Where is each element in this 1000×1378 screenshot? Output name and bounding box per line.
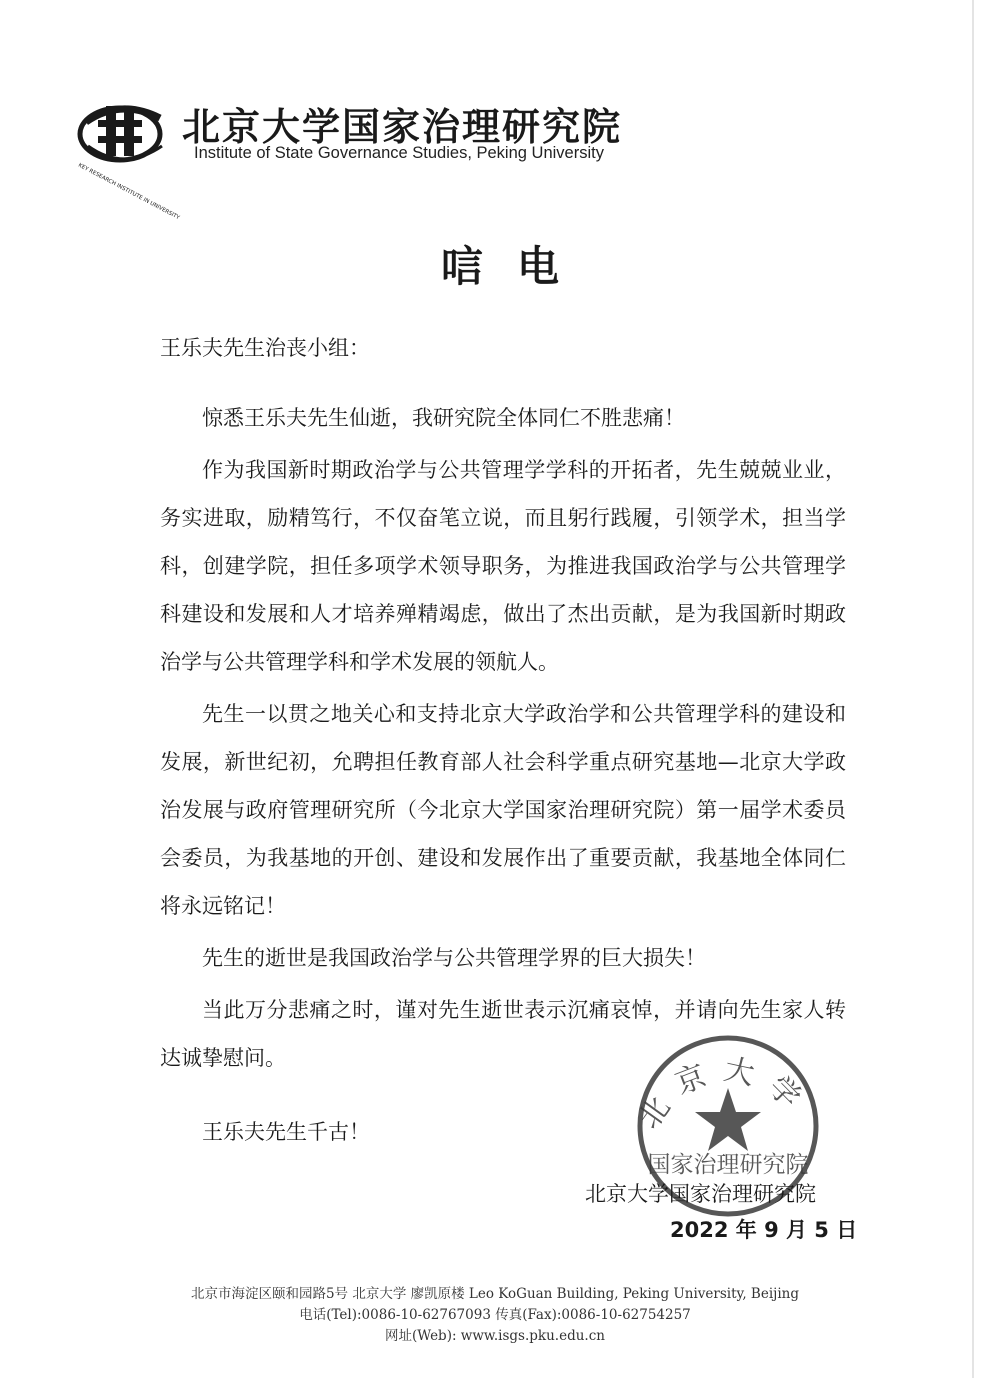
paragraph: 惊悉王乐夫先生仙逝，我研究院全体同仁不胜悲痛！ bbox=[202, 406, 685, 430]
closing-line: 王乐夫先生千古！ bbox=[202, 1120, 370, 1144]
star-icon bbox=[695, 1088, 761, 1151]
scan-edge bbox=[972, 0, 974, 1378]
footer-phone: 电话(Tel):0086-10-62767093 传真(Fax):0086-10-62754257 bbox=[299, 1307, 691, 1323]
institute-name-en: Institute of State Governance Studies, Peking University bbox=[194, 144, 604, 162]
seal-bottom-text: 国家治理研究院 bbox=[647, 1152, 809, 1178]
logo-ring bbox=[80, 108, 162, 160]
seal-top-text: 北京大学 bbox=[631, 1051, 817, 1136]
footer-web: 网址(Web): www.isgs.pku.edu.cn bbox=[385, 1328, 605, 1344]
isgs-logo-icon bbox=[74, 92, 181, 222]
paragraph: 当此万分悲痛之时，谨对先生逝世表示沉痛哀悼，并请向先生家人转达诚挚慰问。 bbox=[160, 998, 846, 1070]
signature-date: 2022 年 9 月 5 日 bbox=[670, 1218, 858, 1242]
institute-name-cn: 北京大学国家治理研究院 bbox=[182, 105, 623, 149]
paragraph: 先生一以贯之地关心和支持北京大学政治学和公共管理学科的建设和发展，新世纪初，允聘担任教育部人社会科学重点研究基地—北京大学政治发展与政府管理研究所（今北京大学国家治理研究院）第一届学术委员会委员，为我基地的开创、建设和发展作出了重要贡献，我基地全体同仁将永远铭记！ bbox=[160, 702, 846, 918]
paragraph: 先生的逝世是我国政治学与公共管理学界的巨大损失！ bbox=[202, 946, 706, 970]
logo-ring-text: KEY RESEARCH INSTITUTE IN UNIVERSITY bbox=[77, 162, 181, 222]
salutation: 王乐夫先生治丧小组： bbox=[160, 336, 370, 360]
paragraph: 作为我国新时期政治学与公共管理学学科的开拓者，先生兢兢业业，务实进取，励精笃行，不仅奋笔立说，而且躬行践履，引领学术，担当学科，创建学院，担任多项学术领导职务，为推进我国政治学与公共管理学科建设和发展和人才培养殚精竭虑，做出了杰出贡献，是为我国新时期政治学与公共管理学科和学术发展的领航人。 bbox=[160, 458, 846, 674]
letter-footer bbox=[0, 1284, 990, 1347]
signature-organization: 北京大学国家治理研究院 bbox=[585, 1182, 816, 1206]
document-title: 唁电 bbox=[440, 242, 593, 291]
footer-address: 北京市海淀区颐和园路5号 北京大学 廖凯原楼 Leo KoGuan Building, Peking University, Beijing bbox=[190, 1286, 800, 1302]
